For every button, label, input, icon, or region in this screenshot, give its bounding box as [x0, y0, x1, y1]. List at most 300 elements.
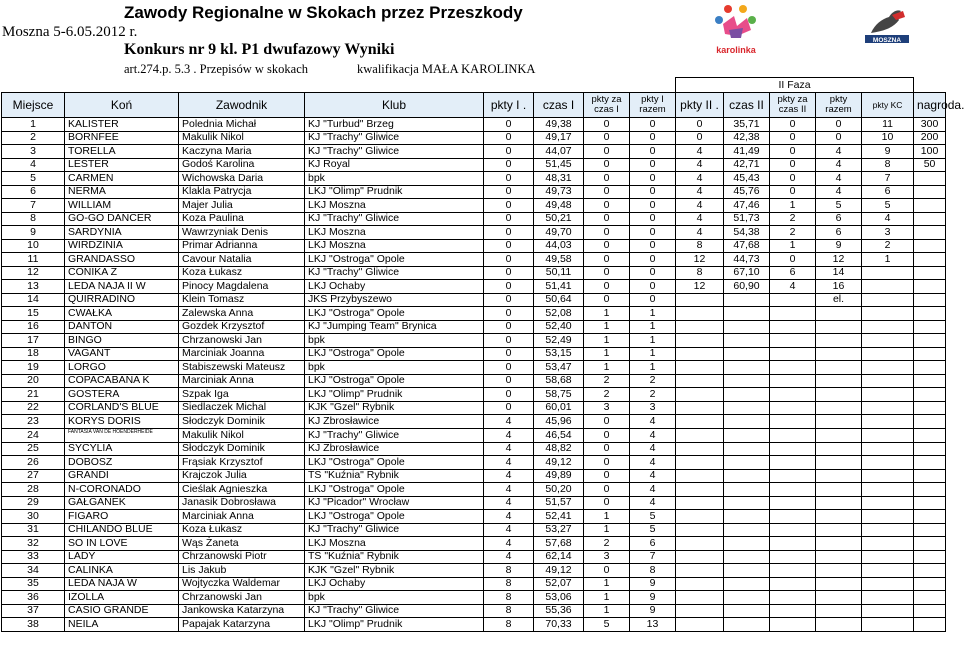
cell-time2 — [724, 483, 770, 497]
cell-horse: NERMA — [65, 185, 179, 199]
cell-club: KJ "Trachy" Gliwice — [305, 266, 484, 280]
cell-prize — [914, 347, 946, 361]
cell-pts2 — [676, 320, 724, 334]
cell-timepts1: 1 — [584, 361, 630, 375]
qualification-label: kwalifikacja MAŁA KAROLINKA — [357, 62, 536, 76]
cell-rider: Stabiszewski Mateusz — [179, 361, 305, 375]
cell-kc — [862, 293, 914, 307]
cell-timepts1: 1 — [584, 591, 630, 605]
cell-pts2 — [676, 618, 724, 632]
cell-timepts1: 0 — [584, 185, 630, 199]
cell-horse: GO-GO DANCER — [65, 212, 179, 226]
cell-total2: 12 — [816, 253, 862, 267]
cell-pts2 — [676, 496, 724, 510]
cell-pts1: 4 — [484, 483, 534, 497]
cell-pts1: 0 — [484, 293, 534, 307]
cell-total1: 0 — [630, 118, 676, 132]
cell-time1: 48,82 — [534, 442, 584, 456]
cell-timepts1: 0 — [584, 428, 630, 442]
cell-prize — [914, 618, 946, 632]
cell-prize — [914, 320, 946, 334]
cell-time1: 52,40 — [534, 320, 584, 334]
cell-club: LKJ "Ostroga" Opole — [305, 510, 484, 524]
cell-prize — [914, 564, 946, 578]
cell-total1: 0 — [630, 158, 676, 172]
cell-time2 — [724, 334, 770, 348]
cell-time1: 50,11 — [534, 266, 584, 280]
karolinka-logo — [707, 2, 765, 56]
cell-club: KJ Royal — [305, 158, 484, 172]
cell-rider: Klein Tomasz — [179, 293, 305, 307]
cell-prize — [914, 388, 946, 402]
cell-total2 — [816, 428, 862, 442]
cell-timepts2 — [770, 401, 816, 415]
cell-club: LKJ "Ostroga" Opole — [305, 483, 484, 497]
cell-kc — [862, 469, 914, 483]
cell-timepts2: 0 — [770, 145, 816, 159]
cell-time1: 46,54 — [534, 428, 584, 442]
cell-timepts2 — [770, 550, 816, 564]
cell-total1: 5 — [630, 523, 676, 537]
cell-prize: 200 — [914, 131, 946, 145]
cell-time2 — [724, 320, 770, 334]
cell-rider: Godoś Karolina — [179, 158, 305, 172]
cell-pts1: 0 — [484, 239, 534, 253]
cell-horse: N-CORONADO — [65, 483, 179, 497]
table-row — [2, 388, 946, 402]
cell-club: LKJ "Ostroga" Opole — [305, 253, 484, 267]
cell-kc — [862, 442, 914, 456]
cell-timepts1: 0 — [584, 212, 630, 226]
cell-club: bpk — [305, 591, 484, 605]
cell-kc — [862, 510, 914, 524]
cell-time1: 49,58 — [534, 253, 584, 267]
cell-place: 10 — [2, 239, 65, 253]
cell-time1: 48,31 — [534, 172, 584, 186]
table-row — [2, 591, 946, 605]
cell-horse: BINGO — [65, 334, 179, 348]
column-header-row — [2, 93, 946, 118]
cell-rider: Koza Paulina — [179, 212, 305, 226]
cell-horse: GOSTERA — [65, 388, 179, 402]
cell-rider: Gozdek Krzysztof — [179, 320, 305, 334]
competition-title: Konkurs nr 9 kl. P1 dwufazowy Wyniki — [124, 41, 395, 58]
cell-pts2: 8 — [676, 239, 724, 253]
cell-time2 — [724, 307, 770, 321]
cell-pts2: 4 — [676, 158, 724, 172]
cell-rider: Marciniak Anna — [179, 510, 305, 524]
cell-rider: Marciniak Joanna — [179, 347, 305, 361]
cell-total2 — [816, 374, 862, 388]
cell-pts1: 0 — [484, 118, 534, 132]
cell-total1: 0 — [630, 293, 676, 307]
cell-pts2: 4 — [676, 172, 724, 186]
cell-rider: Wichowska Daria — [179, 172, 305, 186]
cell-total2 — [816, 564, 862, 578]
cell-time1: 52,49 — [534, 334, 584, 348]
cell-pts2 — [676, 537, 724, 551]
cell-pts1: 4 — [484, 469, 534, 483]
table-row — [2, 550, 946, 564]
cell-place: 2 — [2, 131, 65, 145]
cell-total2: 4 — [816, 145, 862, 159]
cell-timepts2 — [770, 537, 816, 551]
cell-prize — [914, 266, 946, 280]
cell-rider: Janasik Dobrosława — [179, 496, 305, 510]
col-pts1: pkty I . — [484, 93, 534, 118]
cell-club: KJK "Gzel" Rybnik — [305, 564, 484, 578]
cell-timepts1: 5 — [584, 618, 630, 632]
cell-pts1: 4 — [484, 442, 534, 456]
cell-prize — [914, 510, 946, 524]
cell-total1: 4 — [630, 483, 676, 497]
cell-time1: 44,07 — [534, 145, 584, 159]
cell-time2 — [724, 442, 770, 456]
cell-time1: 50,21 — [534, 212, 584, 226]
cell-timepts1: 0 — [584, 253, 630, 267]
cell-pts2: 4 — [676, 226, 724, 240]
cell-pts2 — [676, 415, 724, 429]
cell-kc — [862, 428, 914, 442]
cell-total1: 3 — [630, 401, 676, 415]
cell-total1: 4 — [630, 415, 676, 429]
cell-rider: Chrzanowski Jan — [179, 334, 305, 348]
cell-horse: LEDA NAJA W — [65, 577, 179, 591]
cell-place: 31 — [2, 523, 65, 537]
cell-total2: 4 — [816, 185, 862, 199]
cell-pts2: 8 — [676, 266, 724, 280]
cell-kc — [862, 523, 914, 537]
cell-rider: Cieślak Agnieszka — [179, 483, 305, 497]
table-row — [2, 226, 946, 240]
cell-horse: VAGANT — [65, 347, 179, 361]
cell-total2 — [816, 604, 862, 618]
cell-total2 — [816, 347, 862, 361]
cell-timepts2: 1 — [770, 199, 816, 213]
cell-kc — [862, 577, 914, 591]
cell-timepts1: 0 — [584, 415, 630, 429]
cell-pts2 — [676, 442, 724, 456]
rules-article: art.274.p. 5.3 . Przepisów w skokach — [124, 62, 308, 76]
results-table — [1, 77, 964, 632]
cell-time1: 52,41 — [534, 510, 584, 524]
cell-timepts2 — [770, 618, 816, 632]
col-pts2: pkty II . — [676, 93, 724, 118]
cell-kc — [862, 347, 914, 361]
cell-pts1: 0 — [484, 172, 534, 186]
cell-horse: IZOLLA — [65, 591, 179, 605]
cell-place: 26 — [2, 456, 65, 470]
cell-pts1: 4 — [484, 456, 534, 470]
cell-horse: CORLAND'S BLUE — [65, 401, 179, 415]
table-row — [2, 320, 946, 334]
cell-prize — [914, 401, 946, 415]
cell-total2: 14 — [816, 266, 862, 280]
cell-horse: SYCYLIA — [65, 442, 179, 456]
table-row — [2, 266, 946, 280]
cell-horse: GRANDI — [65, 469, 179, 483]
cell-prize — [914, 550, 946, 564]
cell-horse: GRANDASSO — [65, 253, 179, 267]
cell-total1: 4 — [630, 469, 676, 483]
cell-pts1: 4 — [484, 537, 534, 551]
cell-timepts2 — [770, 361, 816, 375]
cell-kc: 11 — [862, 118, 914, 132]
cell-pts2 — [676, 388, 724, 402]
cell-club: JKS Przybyszewo — [305, 293, 484, 307]
cell-pts1: 0 — [484, 145, 534, 159]
cell-time1: 49,38 — [534, 118, 584, 132]
col-time1: czas I — [534, 93, 584, 118]
cell-time2: 42,71 — [724, 158, 770, 172]
cell-total2 — [816, 469, 862, 483]
cell-prize — [914, 280, 946, 294]
cell-prize — [914, 199, 946, 213]
cell-pts1: 0 — [484, 266, 534, 280]
cell-timepts1: 1 — [584, 510, 630, 524]
cell-kc — [862, 374, 914, 388]
cell-horse: COPACABANA K — [65, 374, 179, 388]
cell-total1: 1 — [630, 334, 676, 348]
cell-club: LKJ Moszna — [305, 239, 484, 253]
cell-place: 8 — [2, 212, 65, 226]
cell-time1: 58,68 — [534, 374, 584, 388]
cell-prize — [914, 239, 946, 253]
cell-total2: 5 — [816, 199, 862, 213]
cell-rider: Chrzanowski Piotr — [179, 550, 305, 564]
cell-total1: 2 — [630, 388, 676, 402]
cell-kc — [862, 280, 914, 294]
cell-club: KJ "Turbud" Brzeg — [305, 118, 484, 132]
cell-prize: 300 — [914, 118, 946, 132]
cell-pts2 — [676, 469, 724, 483]
cell-pts2: 4 — [676, 199, 724, 213]
cell-timepts1: 1 — [584, 320, 630, 334]
cell-horse: SO IN LOVE — [65, 537, 179, 551]
cell-pts2: 0 — [676, 131, 724, 145]
cell-place: 12 — [2, 266, 65, 280]
cell-time1: 52,07 — [534, 577, 584, 591]
cell-kc — [862, 361, 914, 375]
cell-total1: 1 — [630, 347, 676, 361]
cell-timepts1: 0 — [584, 456, 630, 470]
cell-time2: 47,68 — [724, 239, 770, 253]
cell-total1: 0 — [630, 145, 676, 159]
cell-total2 — [816, 320, 862, 334]
cell-pts2: 4 — [676, 212, 724, 226]
cell-rider: Primar Adrianna — [179, 239, 305, 253]
cell-time1: 49,89 — [534, 469, 584, 483]
table-row — [2, 347, 946, 361]
cell-time1: 49,12 — [534, 564, 584, 578]
col-club: Klub — [305, 93, 484, 118]
cell-club: KJ "Trachy" Gliwice — [305, 212, 484, 226]
cell-time2 — [724, 523, 770, 537]
table-row — [2, 415, 946, 429]
cell-rider: Koza Łukasz — [179, 523, 305, 537]
cell-club: KJ Zbrosławice — [305, 442, 484, 456]
cell-place: 17 — [2, 334, 65, 348]
cell-pts1: 0 — [484, 158, 534, 172]
cell-rider: Wojtyczka Waldemar — [179, 577, 305, 591]
col-rider: Zawodnik — [179, 93, 305, 118]
cell-club: KJ "Trachy" Gliwice — [305, 145, 484, 159]
cell-horse: BORNFEE — [65, 131, 179, 145]
cell-total2 — [816, 550, 862, 564]
cell-place: 33 — [2, 550, 65, 564]
cell-club: LKJ "Ostroga" Opole — [305, 374, 484, 388]
cell-pts2 — [676, 456, 724, 470]
cell-timepts1: 0 — [584, 564, 630, 578]
cell-club: KJ "Trachy" Gliwice — [305, 428, 484, 442]
cell-club: LKJ "Olimp" Prudnik — [305, 388, 484, 402]
cell-pts1: 0 — [484, 253, 534, 267]
cell-place: 1 — [2, 118, 65, 132]
cell-total1: 1 — [630, 320, 676, 334]
cell-place: 29 — [2, 496, 65, 510]
cell-time2 — [724, 496, 770, 510]
cell-pts1: 4 — [484, 428, 534, 442]
cell-timepts2: 0 — [770, 131, 816, 145]
cell-timepts2 — [770, 347, 816, 361]
cell-timepts1: 0 — [584, 483, 630, 497]
cell-pts2 — [676, 401, 724, 415]
cell-time1: 51,57 — [534, 496, 584, 510]
cell-pts2 — [676, 334, 724, 348]
event-place-date: Moszna 5-6.05.2012 r. — [2, 24, 138, 40]
table-row — [2, 131, 946, 145]
col-prize: nagroda. — [914, 93, 946, 118]
cell-kc — [862, 401, 914, 415]
cell-total2 — [816, 618, 862, 632]
cell-pts2 — [676, 523, 724, 537]
results-body — [2, 118, 946, 632]
cell-total2: 9 — [816, 239, 862, 253]
cell-total1: 0 — [630, 266, 676, 280]
cell-rider: Frąsiak Krzysztof — [179, 456, 305, 470]
cell-total2: 16 — [816, 280, 862, 294]
cell-timepts2 — [770, 523, 816, 537]
cell-place: 20 — [2, 374, 65, 388]
cell-horse-text: FANTASIA VAN DE HOENDERHEIDE — [68, 428, 153, 435]
cell-timepts1: 0 — [584, 266, 630, 280]
cell-pts1: 8 — [484, 618, 534, 632]
cell-timepts1: 0 — [584, 469, 630, 483]
cell-timepts2 — [770, 334, 816, 348]
cell-place: 14 — [2, 293, 65, 307]
cell-total1: 0 — [630, 280, 676, 294]
table-row — [2, 118, 946, 132]
cell-prize — [914, 428, 946, 442]
cell-time1: 51,45 — [534, 158, 584, 172]
table-row — [2, 618, 946, 632]
cell-timepts2 — [770, 469, 816, 483]
cell-timepts2 — [770, 483, 816, 497]
cell-time2 — [724, 401, 770, 415]
cell-time2 — [724, 618, 770, 632]
cell-time2 — [724, 361, 770, 375]
cell-kc — [862, 307, 914, 321]
cell-timepts2 — [770, 442, 816, 456]
cell-time1: 52,08 — [534, 307, 584, 321]
cell-total2 — [816, 388, 862, 402]
cell-rider: Szpak Iga — [179, 388, 305, 402]
table-row — [2, 293, 946, 307]
cell-timepts1: 0 — [584, 145, 630, 159]
cell-pts1: 4 — [484, 510, 534, 524]
cell-time2: 60,90 — [724, 280, 770, 294]
cell-kc — [862, 266, 914, 280]
cell-kc — [862, 550, 914, 564]
table-row — [2, 469, 946, 483]
cell-total1: 0 — [630, 131, 676, 145]
cell-pts2 — [676, 428, 724, 442]
cell-place: 35 — [2, 577, 65, 591]
cell-kc: 3 — [862, 226, 914, 240]
cell-timepts1: 1 — [584, 604, 630, 618]
cell-timepts1: 0 — [584, 226, 630, 240]
cell-pts2: 0 — [676, 118, 724, 132]
table-row — [2, 239, 946, 253]
cell-time2 — [724, 374, 770, 388]
cell-pts2 — [676, 307, 724, 321]
table-row — [2, 361, 946, 375]
cell-total2 — [816, 401, 862, 415]
cell-time1: 49,73 — [534, 185, 584, 199]
cell-timepts2 — [770, 591, 816, 605]
cell-rider: Słodczyk Dominik — [179, 442, 305, 456]
cell-horse: GAŁGANEK — [65, 496, 179, 510]
cell-pts1: 0 — [484, 307, 534, 321]
cell-time1: 49,48 — [534, 199, 584, 213]
cell-timepts1: 0 — [584, 158, 630, 172]
cell-prize — [914, 456, 946, 470]
cell-place: 37 — [2, 604, 65, 618]
cell-time2: 45,43 — [724, 172, 770, 186]
cell-pts2 — [676, 347, 724, 361]
cell-time2 — [724, 510, 770, 524]
cell-club: KJK "Gzel" Rybnik — [305, 401, 484, 415]
cell-total2 — [816, 496, 862, 510]
cell-place: 19 — [2, 361, 65, 375]
cell-time2 — [724, 577, 770, 591]
cell-prize — [914, 307, 946, 321]
cell-pts1: 8 — [484, 604, 534, 618]
cell-total1: 9 — [630, 591, 676, 605]
cell-prize — [914, 604, 946, 618]
cell-horse: CONIKA Z — [65, 266, 179, 280]
cell-timepts1: 3 — [584, 550, 630, 564]
cell-club: LKJ "Ostroga" Opole — [305, 456, 484, 470]
cell-place: 34 — [2, 564, 65, 578]
cell-total1: 7 — [630, 550, 676, 564]
cell-kc: 6 — [862, 185, 914, 199]
cell-horse: WILLIAM — [65, 199, 179, 213]
cell-total2 — [816, 510, 862, 524]
cell-horse: LORGO — [65, 361, 179, 375]
cell-time2 — [724, 428, 770, 442]
cell-kc — [862, 334, 914, 348]
cell-timepts2 — [770, 415, 816, 429]
cell-timepts2 — [770, 428, 816, 442]
cell-timepts1: 1 — [584, 334, 630, 348]
cell-total1: 0 — [630, 199, 676, 213]
cell-club: LKJ Moszna — [305, 226, 484, 240]
cell-timepts2 — [770, 388, 816, 402]
cell-horse: LESTER — [65, 158, 179, 172]
cell-prize — [914, 361, 946, 375]
cell-rider: Chrzanowski Jan — [179, 591, 305, 605]
